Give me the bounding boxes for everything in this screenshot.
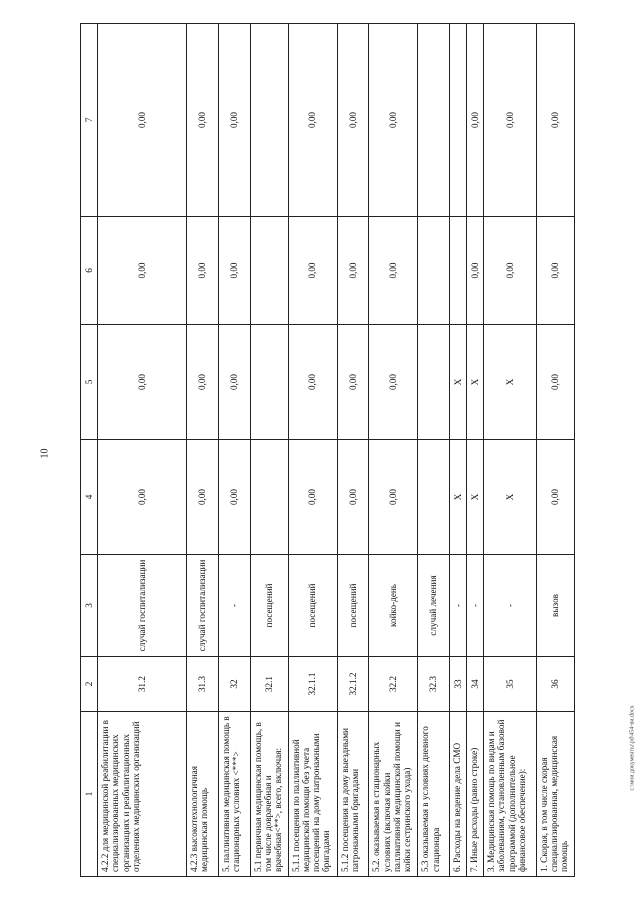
table-row xyxy=(466,24,483,877)
data-table xyxy=(80,23,575,877)
row-name-cell: 5.1.2 посещения на дому выездными патронажными бригадами xyxy=(337,712,369,877)
value-cell-4: 0,00 xyxy=(218,440,250,555)
value-cell-4: 0,00 xyxy=(98,440,187,555)
row-unit-cell: - xyxy=(483,555,536,657)
value-cell-7: 0,00 xyxy=(536,24,574,217)
header-row xyxy=(81,24,98,877)
value-cell-6: 0,00 xyxy=(187,217,219,325)
row-unit-cell: случай лечения xyxy=(418,555,450,657)
value-cell-6: 0,00 xyxy=(98,217,187,325)
row-code-cell: 32.1.1 xyxy=(288,657,337,712)
value-cell-5: 0,00 xyxy=(536,325,574,440)
value-cell-7 xyxy=(418,24,450,217)
rotated-table-container xyxy=(80,24,575,877)
value-cell-4: 0,00 xyxy=(337,440,369,555)
value-cell-5: 0,00 xyxy=(187,325,219,440)
table-row xyxy=(250,24,288,877)
table-row xyxy=(418,24,450,877)
value-cell-4: 0,00 xyxy=(187,440,219,555)
value-cell-7: 0,00 xyxy=(337,24,369,217)
row-unit-cell: посещений xyxy=(288,555,337,657)
value-cell-7: 0,00 xyxy=(187,24,219,217)
value-cell-7: 0,00 xyxy=(218,24,250,217)
table-row xyxy=(483,24,536,877)
row-name-cell: 3. Медицинская помощь по видам и заболеваниям, установленным базовой программой (дополнительное финансовое обеспечение): xyxy=(483,712,536,877)
table-row xyxy=(369,24,418,877)
row-code-cell: 35 xyxy=(483,657,536,712)
value-cell-7 xyxy=(250,24,288,217)
table-body xyxy=(98,24,575,877)
table-row xyxy=(288,24,337,877)
row-name-cell: 5.3 оказываемая в условиях дневного стационара xyxy=(418,712,450,877)
value-cell-4: 0,00 xyxy=(369,440,418,555)
row-name-cell: 7. Иные расходы (равно строке) xyxy=(466,712,483,877)
value-cell-5 xyxy=(250,325,288,440)
table-row xyxy=(536,24,574,877)
row-code-cell: 32.2 xyxy=(369,657,418,712)
value-cell-5: Х xyxy=(450,325,467,440)
value-cell-6: 0,00 xyxy=(337,217,369,325)
column-header: 7 xyxy=(81,24,98,217)
column-header: 1 xyxy=(81,712,98,877)
value-cell-6: 0,00 xyxy=(483,217,536,325)
value-cell-5: 0,00 xyxy=(288,325,337,440)
value-cell-6: 0,00 xyxy=(466,217,483,325)
column-header: 6 xyxy=(81,217,98,325)
row-code-cell: 36 xyxy=(536,657,574,712)
value-cell-4: 0,00 xyxy=(288,440,337,555)
value-cell-7 xyxy=(450,24,467,217)
value-cell-7: 0,00 xyxy=(288,24,337,217)
row-code-cell: 32.1.2 xyxy=(337,657,369,712)
value-cell-4: Х xyxy=(466,440,483,555)
table-row xyxy=(187,24,219,877)
value-cell-6 xyxy=(250,217,288,325)
row-code-cell: 34 xyxy=(466,657,483,712)
row-code-cell: 32.3 xyxy=(418,657,450,712)
value-cell-5: 0,00 xyxy=(98,325,187,440)
value-cell-6 xyxy=(418,217,450,325)
row-unit-cell: посещений xyxy=(337,555,369,657)
table-row xyxy=(450,24,467,877)
column-header: 3 xyxy=(81,555,98,657)
page-number: 10 xyxy=(39,448,51,459)
table-row xyxy=(337,24,369,877)
value-cell-5: 0,00 xyxy=(369,325,418,440)
value-cell-4: Х xyxy=(450,440,467,555)
row-unit-cell: посещений xyxy=(250,555,288,657)
row-unit-cell: вызов xyxy=(536,555,574,657)
row-unit-cell: койко-день xyxy=(369,555,418,657)
value-cell-5: 0,00 xyxy=(337,325,369,440)
column-header: 5 xyxy=(81,325,98,440)
row-unit-cell: - xyxy=(218,555,250,657)
row-name-cell: 5.1 первичная медицинская помощь, в том числе доврачебная и врачебная<**>, всего, включая: xyxy=(250,712,288,877)
value-cell-7: 0,00 xyxy=(466,24,483,217)
column-header: 2 xyxy=(81,657,98,712)
row-unit-cell: случай госпитализации xyxy=(187,555,219,657)
row-code-cell: 31.3 xyxy=(187,657,219,712)
value-cell-7: 0,00 xyxy=(98,24,187,217)
row-code-cell: 33 xyxy=(450,657,467,712)
row-name-cell: 5.1.1 посещения по паллиативной медицинской помощи без учета посещений на дому патронажными бригадами xyxy=(288,712,337,877)
value-cell-6: 0,00 xyxy=(536,217,574,325)
value-cell-5 xyxy=(418,325,450,440)
table-row xyxy=(98,24,187,877)
value-cell-7: 0,00 xyxy=(483,24,536,217)
value-cell-6: 0,00 xyxy=(218,217,250,325)
value-cell-7: 0,00 xyxy=(369,24,418,217)
row-unit-cell: - xyxy=(450,555,467,657)
row-name-cell: 5. паллиативная медицинская помощь в стационарных условиях <***> xyxy=(218,712,250,877)
value-cell-4 xyxy=(250,440,288,555)
row-unit-cell: - xyxy=(466,555,483,657)
value-cell-4: 0,00 xyxy=(536,440,574,555)
value-cell-6: 0,00 xyxy=(369,217,418,325)
table-row xyxy=(218,24,250,877)
column-header: 4 xyxy=(81,440,98,555)
value-cell-4: Х xyxy=(483,440,536,555)
row-unit-cell: случай госпитализации xyxy=(98,555,187,657)
row-name-cell: 5.2. оказываемая в стационарных условиях (включая койки паллиативной медицинской помощи и койки сестринского ухода) xyxy=(369,712,418,877)
footer-file-path: c:\мои документы\pd\454-ви.docx xyxy=(629,705,636,791)
row-name-cell: 4.2.3 высокотехнологичная медицинская помощь xyxy=(187,712,219,877)
row-name-cell: 4.2.2 для медицинской реабилитации в специализированных медицинских организациях и реабилитационных отделениях медицинских организаций xyxy=(98,712,187,877)
row-code-cell: 32 xyxy=(218,657,250,712)
value-cell-5: 0,00 xyxy=(218,325,250,440)
value-cell-5: Х xyxy=(466,325,483,440)
row-name-cell: 6. Расходы на ведение дела СМО xyxy=(450,712,467,877)
value-cell-6 xyxy=(450,217,467,325)
row-code-cell: 31.2 xyxy=(98,657,187,712)
value-cell-4 xyxy=(418,440,450,555)
row-code-cell: 32.1 xyxy=(250,657,288,712)
value-cell-6: 0,00 xyxy=(288,217,337,325)
value-cell-5: Х xyxy=(483,325,536,440)
row-name-cell: 1. Скорая, в том числе скорая специализированная, медицинская помощь xyxy=(536,712,574,877)
